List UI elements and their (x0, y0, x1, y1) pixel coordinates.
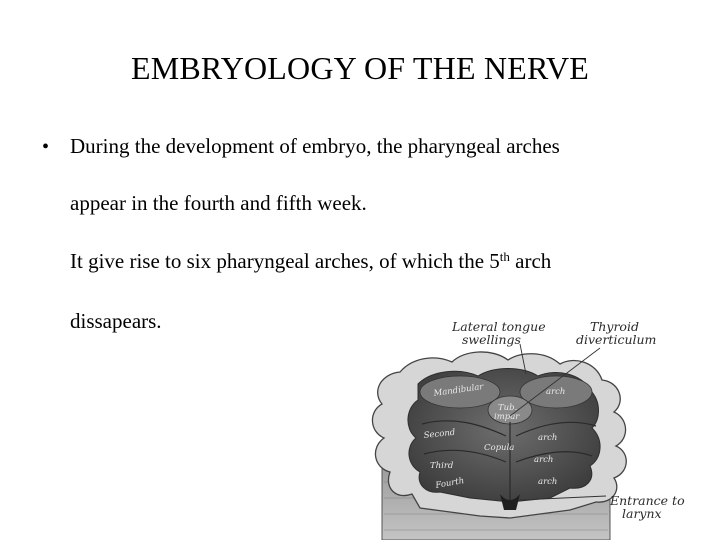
line-3-text-end: arch (509, 249, 552, 273)
label-entrance-line-2: larynx (622, 506, 662, 521)
label-entrance-line-1: Entrance to (610, 493, 685, 508)
label-tuberculum-2: impar (494, 412, 520, 422)
bullet-text-line-4: dissapears. (70, 309, 162, 333)
label-third: Third (430, 461, 454, 471)
label-lateral-tongue-line-1: Lateral tongue (452, 319, 546, 334)
label-entrance-larynx (610, 494, 685, 520)
slide-title: EMBRYOLOGY OF THE NERVE (130, 50, 590, 86)
label-arch-3: arch (534, 455, 554, 465)
bullet-text-line-1: During the development of embryo, the pharyngeal arches (70, 134, 560, 158)
label-tuberculum-1: Tub. (498, 403, 518, 413)
label-fourth: Fourth (434, 476, 466, 491)
label-arch-1: arch (546, 387, 566, 397)
label-lateral-tongue (452, 320, 546, 346)
label-second: Second (423, 427, 456, 441)
label-thyroid-line-2: diverticulum (576, 332, 657, 347)
ordinal-superscript: th (499, 249, 510, 264)
label-mandibular: Mandibular (433, 382, 485, 399)
label-thyroid-line-1: Thyroid (590, 319, 639, 334)
label-copula: Copula (484, 443, 515, 453)
line-3-text: It give rise to six pharyngeal arches, of which the 5 (70, 249, 500, 273)
label-arch-2: arch (538, 433, 558, 443)
bullet-marker: • (42, 136, 50, 158)
pharyngeal-arches-figure (360, 312, 720, 540)
label-lateral-tongue-line-2: swellings (462, 332, 521, 347)
label-arch-4: arch (538, 477, 558, 487)
bullet-text-line-2: appear in the fourth and fifth week. (70, 191, 367, 215)
bullet-text-line-3 (70, 249, 551, 274)
label-thyroid (576, 320, 656, 346)
